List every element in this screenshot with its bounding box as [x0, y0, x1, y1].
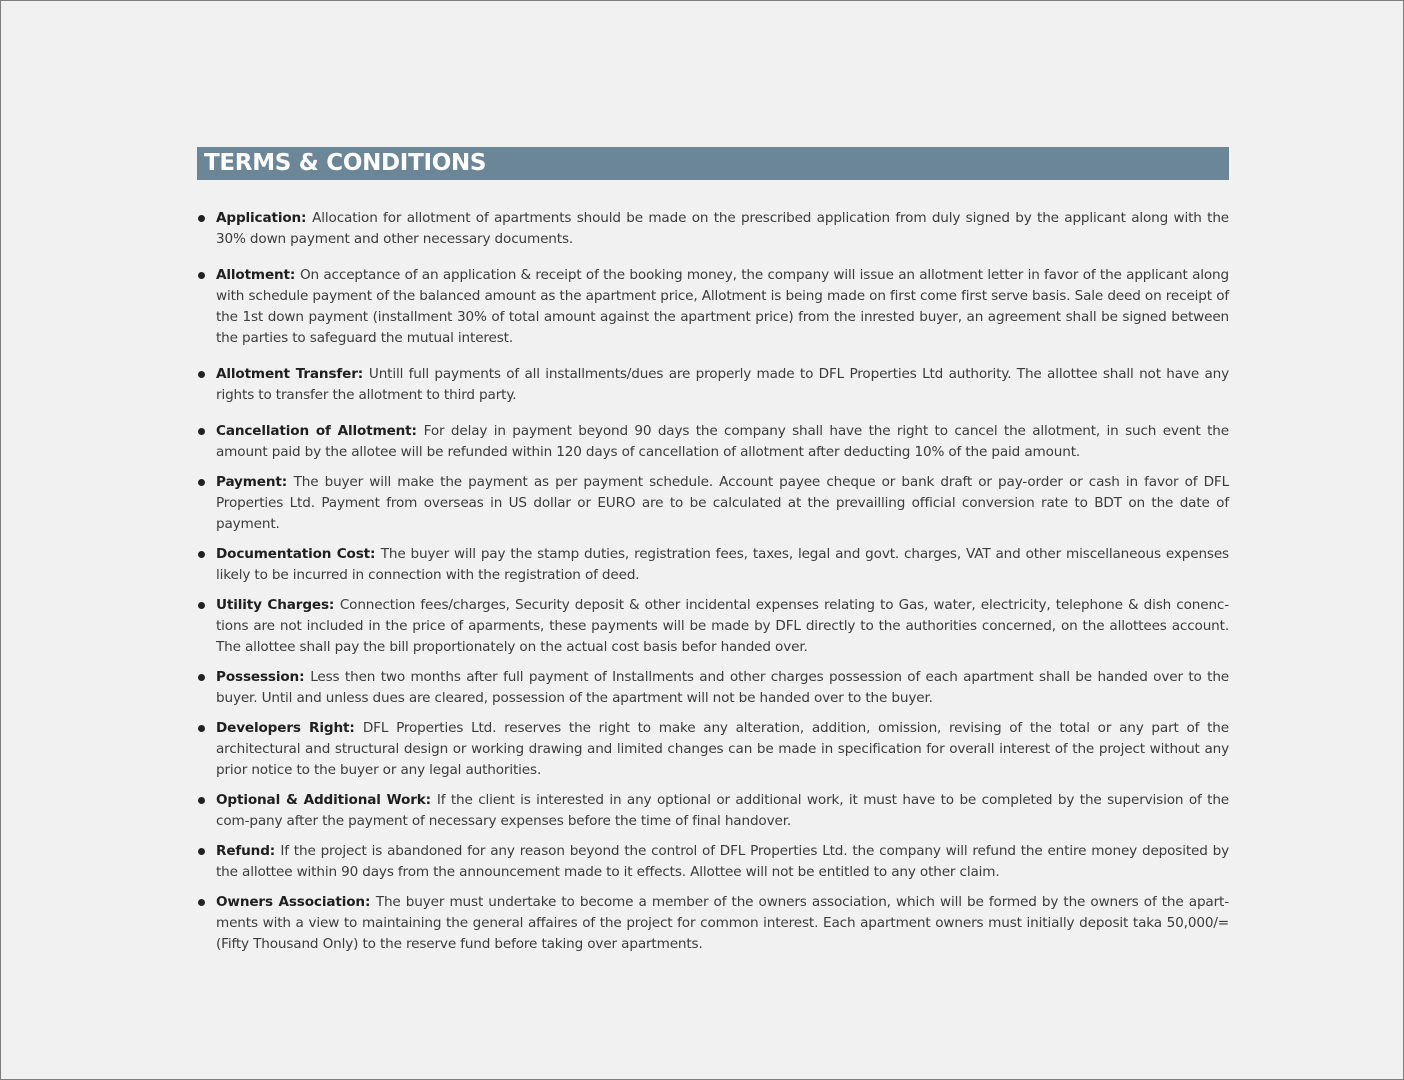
bullet-icon: [198, 674, 205, 681]
term-label: Documentation Cost:: [216, 546, 381, 562]
term-text: The buyer must undertake to become a member of the owners association, which will be formed by the owners of the apart-ments with a view to maintaining the general affaires of the project for common interest. Each apartment owners must initially deposit taka 50,000/= (Fifty Thousand Only) to the reserve fund before taking over apartments.: [216, 894, 1229, 952]
term-text: DFL Properties Ltd. reserves the right to make any alteration, addition, omission, revising of the total or any part of the architectural and structural design or working drawing and limited changes can be made in specification for overall interest of the project without any prior notice to the buyer or any legal authorities.: [216, 720, 1229, 778]
bullet-icon: [198, 215, 205, 222]
term-text: If the project is abandoned for any reason beyond the control of DFL Properties Ltd. the company will refund the entire money deposited by the allottee within 90 days from the announcement made to it effects. Allottee will not be entitled to any other claim.: [216, 843, 1230, 880]
term-allotment-transfer: [197, 364, 1229, 406]
bullet-icon: [198, 428, 205, 435]
term-label: Developers Right:: [216, 720, 363, 736]
bullet-icon: [198, 371, 205, 378]
bullet-icon: [198, 272, 205, 279]
term-possession: [197, 667, 1229, 709]
term-text: On acceptance of an application & receipt of the booking money, the company will issue an allotment letter in favor of the applicant along with schedule payment of the balanced amount as the apartment price, Allotment is being made on first come first serve basis. Sale deed on receipt of the 1st down payment (installment 30% of total amount against the apartment price) from the inrested buyer, an agreement shall be signed between the parties to safeguard the mutual interest.: [216, 267, 1229, 346]
term-text: The buyer will pay the stamp duties, registration fees, taxes, legal and govt. charges, VAT and other miscellaneous expenses likely to be incurred in connection with the registration of deed.: [216, 546, 1229, 583]
term-payment: [197, 472, 1229, 535]
bullet-icon: [198, 602, 205, 609]
bullet-icon: [198, 899, 205, 906]
term-allotment: [197, 265, 1229, 349]
bullet-icon: [198, 848, 205, 855]
term-utility-charges: [197, 595, 1229, 658]
term-label: Allotment:: [216, 267, 300, 283]
term-label: Owners Association:: [216, 894, 376, 910]
term-developers-right: [197, 718, 1229, 781]
term-text: Allocation for allotment of apartments should be made on the prescribed application from duly signed by the applicant along with the 30% down payment and other necessary documents.: [216, 210, 1229, 247]
term-label: Cancellation of Allotment:: [216, 423, 424, 439]
term-label: Possession:: [216, 669, 311, 685]
term-label: Refund:: [216, 843, 281, 859]
term-label: Allotment Transfer:: [216, 366, 369, 382]
term-owners-association: [197, 892, 1229, 955]
bullet-icon: [198, 725, 205, 732]
term-text: Connection fees/charges, Security deposit & other incidental expenses relating to Gas, water, electricity, telephone & dish conenc-tions are not included in the price of aparments, these payments will be made by DFL directly to the authorities concerned, on the allottees account. The allottee shall pay the bill proportionately on the actual cost basis befor handed over.: [216, 597, 1229, 655]
term-label: Application:: [216, 210, 313, 226]
bullet-icon: [198, 479, 205, 486]
term-text: The buyer will make the payment as per payment schedule. Account payee cheque or bank draft or pay-order or cash in favor of DFL Properties Ltd. Payment from overseas in US dollar or EURO are to be calculated at the prevailling official conversion rate to BDT on the date of payment.: [216, 474, 1229, 532]
bullet-icon: [198, 797, 205, 804]
term-text: Less then two months after full payment of Installments and other charges possession of each apartment shall be handed over to the buyer. Until and unless dues are cleared, possession of the apartment will not be handed over to the buyer.: [216, 669, 1229, 706]
term-text: If the client is interested in any optional or additional work, it must have to be completed by the supervision of the com-pany after the payment of necessary expenses before the time of final handover.: [216, 792, 1230, 829]
terms-list: [197, 208, 1229, 955]
term-optional-additional-work: [197, 790, 1229, 832]
term-label: Utility Charges:: [216, 597, 340, 613]
term-cancellation-of-allotment: [197, 421, 1229, 463]
section-title-bar: [197, 147, 1229, 180]
term-documentation-cost: [197, 544, 1229, 586]
term-text: Untill full payments of all installments/dues are properly made to DFL Properties Ltd authority. The allottee shall not have any rights to transfer the allotment to third party.: [216, 366, 1230, 403]
section-title: TERMS & CONDITIONS: [204, 150, 487, 176]
term-text: For delay in payment beyond 90 days the company shall have the right to cancel the allotment, in such event the amount paid by the allotee will be refunded within 120 days of cancellation of allotment after deducting 10% of the paid amount.: [216, 423, 1229, 460]
term-application: [197, 208, 1229, 250]
term-label: Payment:: [216, 474, 294, 490]
bullet-icon: [198, 551, 205, 558]
term-refund: [197, 841, 1229, 883]
term-label: Optional & Additional Work:: [216, 792, 437, 808]
